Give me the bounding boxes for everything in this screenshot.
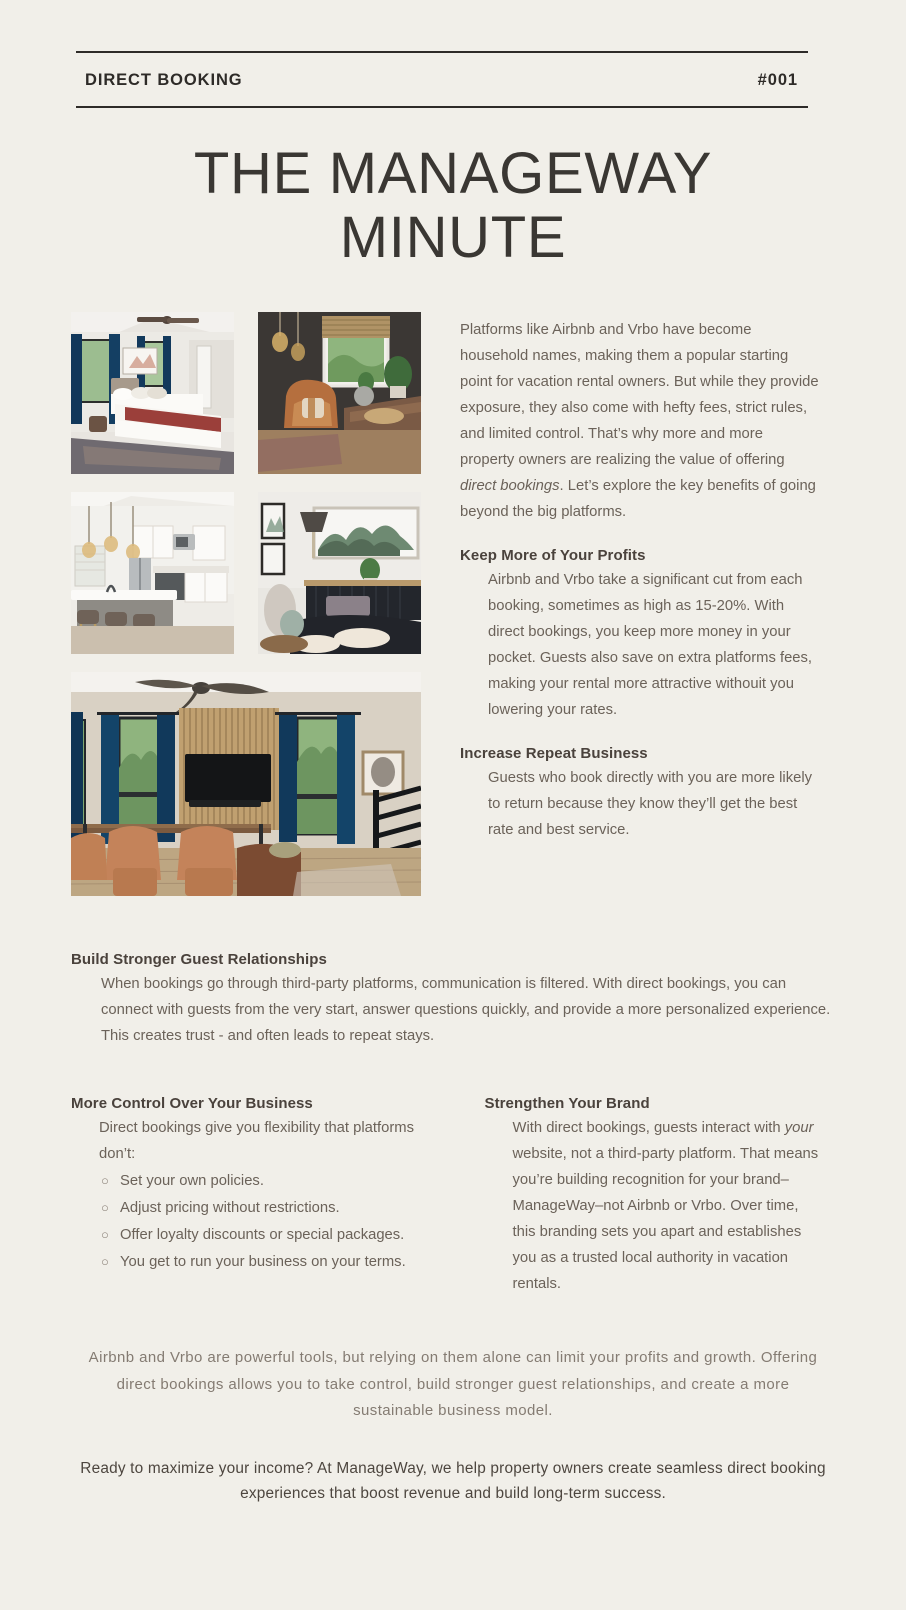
list-item-text: You get to run your business on your terms. bbox=[120, 1253, 406, 1270]
section-strengthen-brand bbox=[446, 1095, 821, 1297]
brand-text-part1: With direct bookings, guests interact with bbox=[512, 1119, 785, 1136]
photo-gallery bbox=[71, 312, 421, 896]
photo-bedroom bbox=[71, 312, 234, 474]
section-body-relationships: When bookings go through third-party platforms, communication is filtered. With direct bookings, you can connect with guests from the very start, answer questions quickly, and provide a more personalized experience. This creates trust - and often leads to repeat stays. bbox=[101, 975, 831, 1044]
section-title-relationships: Build Stronger Guest Relationships bbox=[71, 950, 327, 968]
photo-sitting-nook-art bbox=[258, 312, 421, 474]
list-item-text: Adjust pricing without restrictions. bbox=[120, 1199, 340, 1216]
photo-dining bbox=[258, 492, 421, 654]
page-title: THE MANAGEWAY MINUTE bbox=[193, 141, 713, 270]
photo-kitchen-art bbox=[71, 492, 234, 654]
section-build-stronger-relationships bbox=[71, 951, 835, 1049]
list-item bbox=[101, 1195, 428, 1221]
section-body-profits: Airbnb and Vrbo take a significant cut from each booking, sometimes as high as 15-20%. With direct bookings, you keep more money in your pocket. Guests also save on extra platforms fees, making your rental more attractive withouit you lowering your rates. bbox=[488, 571, 813, 718]
intro-text-part2: . Let’s explore the key benefits of going beyond the big platforms. bbox=[460, 477, 816, 520]
section-title-control: More Control Over Your Business bbox=[71, 1094, 313, 1112]
control-bullet-list bbox=[71, 1168, 428, 1275]
photo-kitchen bbox=[71, 492, 234, 654]
section-title-brand: Strengthen Your Brand bbox=[484, 1094, 650, 1112]
section-title-profits: Keep More of Your Profits bbox=[460, 546, 646, 564]
photo-dining-art bbox=[258, 492, 421, 654]
bullet-circle-icon: ○ bbox=[101, 1226, 109, 1242]
top-section bbox=[0, 312, 906, 896]
photo-bedroom-art bbox=[71, 312, 234, 474]
list-item-text: Set your own policies. bbox=[120, 1172, 264, 1189]
list-item bbox=[101, 1168, 428, 1194]
list-item bbox=[101, 1222, 428, 1248]
brand-emphasis: your bbox=[784, 1119, 814, 1136]
closing-paragraph: Airbnb and Vrbo are powerful tools, but relying on them alone can limit your profits and growth. Offering direct bookings allows you to take control, build stronger guest relationships, and create a more sustainable business model. bbox=[88, 1348, 818, 1420]
bullet-circle-icon: ○ bbox=[101, 1199, 109, 1215]
cta-paragraph: Ready to maximize your income? At ManageWay, we help property owners create seamless direct booking experiences that boost revenue and build long-term success. bbox=[80, 1459, 826, 1502]
brand-text-part2: website, not a third-party platform. That means you’re building recognition for your brand–ManageWay–not Airbnb or Vrbo. Over time, this branding sets you apart and establishes you as a trusted local authority in vacation rentals. bbox=[512, 1145, 819, 1292]
kicker-label: DIRECT BOOKING bbox=[85, 71, 243, 89]
masthead bbox=[76, 51, 808, 108]
list-item-text: Offer loyalty discounts or special packages. bbox=[120, 1226, 405, 1243]
section-body-control: Direct bookings give you flexibility that platforms don’t: bbox=[99, 1119, 414, 1162]
section-title-repeat: Increase Repeat Business bbox=[460, 745, 648, 763]
section-increase-repeat-business bbox=[460, 745, 820, 843]
section-body-brand bbox=[485, 1115, 821, 1297]
bullet-circle-icon: ○ bbox=[101, 1253, 109, 1269]
photo-sitting-nook bbox=[258, 312, 421, 474]
section-keep-more-profits bbox=[460, 547, 820, 723]
masthead-row bbox=[76, 53, 808, 106]
issue-number: #001 bbox=[757, 71, 798, 89]
photo-living-room-art bbox=[71, 672, 421, 896]
intro-emphasis: direct bookings bbox=[460, 477, 560, 494]
bullet-circle-icon: ○ bbox=[101, 1172, 109, 1188]
intro-copy-column bbox=[421, 312, 820, 844]
list-item bbox=[101, 1249, 428, 1275]
masthead-rule-bottom bbox=[76, 106, 808, 108]
section-more-control bbox=[71, 1095, 446, 1297]
intro-text-part1: Platforms like Airbnb and Vrbo have become household names, making them a popular starting point for vacation rental owners. But while they provide exposure, they also come with hefty fees, strict rules, and limited control. That’s why more and more property owners are realizing the value of offering bbox=[460, 321, 819, 468]
intro-paragraph bbox=[460, 317, 820, 525]
photo-living-room bbox=[71, 672, 421, 896]
photo-grid bbox=[71, 312, 421, 654]
two-column-section bbox=[71, 1095, 820, 1297]
section-body-repeat: Guests who book directly with you are more likely to return because they know they’ll get the best rate and best service. bbox=[488, 770, 813, 839]
